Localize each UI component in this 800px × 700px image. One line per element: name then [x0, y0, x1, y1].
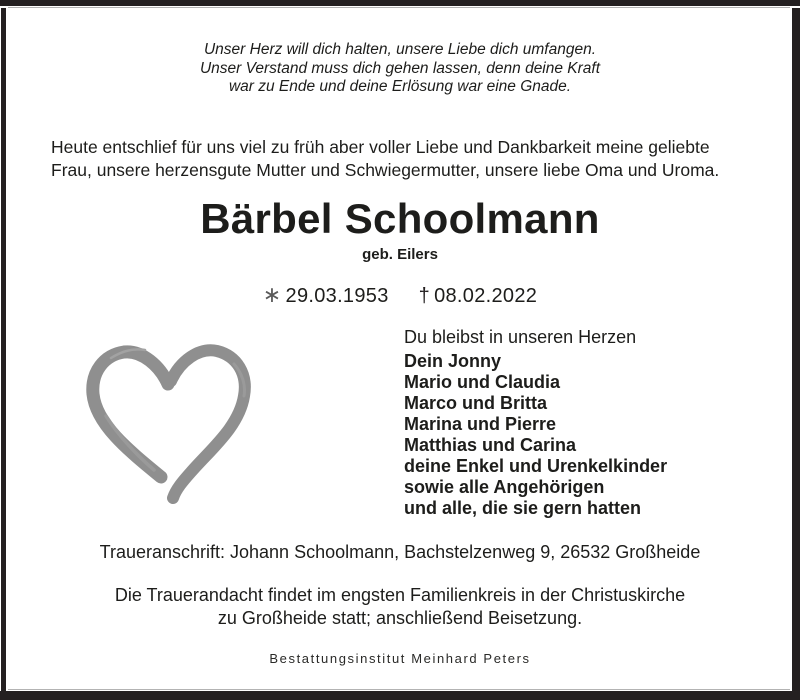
- mourner-line: Matthias und Carina: [404, 435, 577, 455]
- intro-line: Frau, unsere herzensgute Mutter und Schwiegermutter, unsere liebe Oma und Uroma.: [51, 160, 720, 180]
- intro-line: Heute entschlief für uns viel zu früh aber voller Liebe und Dankbarkeit meine geliebte: [51, 137, 710, 157]
- mourner-line: sowie alle Angehörigen: [404, 477, 605, 497]
- mourners-list: [404, 351, 667, 519]
- death-date: 08.02.2022: [434, 285, 538, 307]
- mourner-line: Dein Jonny: [404, 351, 502, 371]
- remembrance-line: Du bleibst in unseren Herzen: [404, 327, 637, 347]
- birth-date: 29.03.1953: [285, 285, 389, 307]
- deceased-name: Bärbel Schoolmann: [200, 195, 600, 242]
- verse-line: Unser Verstand muss dich gehen lassen, denn deine Kraft: [199, 59, 601, 77]
- mourner-line: deine Enkel und Urenkelkinder: [404, 456, 668, 476]
- frame-bottom-hairline: [8, 689, 790, 690]
- verse-line: war zu Ende und deine Erlösung war eine Gnade.: [228, 78, 572, 95]
- death-cross-icon: †: [418, 285, 431, 307]
- mourner-line: und alle, die sie gern hatten: [404, 498, 642, 518]
- life-dates: [0, 282, 800, 308]
- opening-verse: [0, 41, 800, 97]
- funeral-home: Bestattungsinstitut Meinhard Peters: [269, 651, 531, 666]
- birth-star-icon: ∗: [262, 282, 282, 307]
- mourner-line: Marina und Pierre: [404, 414, 557, 434]
- frame-top-bar: [0, 0, 800, 6]
- condolence-address: Traueranschrift: Johann Schoolmann, Bachstelzenweg 9, 26532 Großheide: [99, 542, 701, 562]
- brush-heart-icon: [78, 338, 256, 506]
- intro-paragraph: [51, 136, 753, 182]
- maiden-name: geb. Eilers: [362, 246, 438, 263]
- verse-line: Unser Herz will dich halten, unsere Liebe dich umfangen.: [203, 41, 597, 58]
- birth-date-group: [263, 282, 389, 308]
- mourner-line: Mario und Claudia: [404, 372, 561, 392]
- service-line: zu Großheide statt; anschließend Beisetzung.: [217, 608, 583, 628]
- death-date-group: [419, 285, 538, 308]
- mourner-line: Marco und Britta: [404, 393, 548, 413]
- frame-top-hairline: [8, 7, 790, 8]
- service-line: Die Trauerandacht findet im engsten Familienkreis in der Christuskirche: [114, 585, 686, 605]
- frame-bottom-bar: [0, 691, 800, 700]
- service-info: [0, 584, 800, 630]
